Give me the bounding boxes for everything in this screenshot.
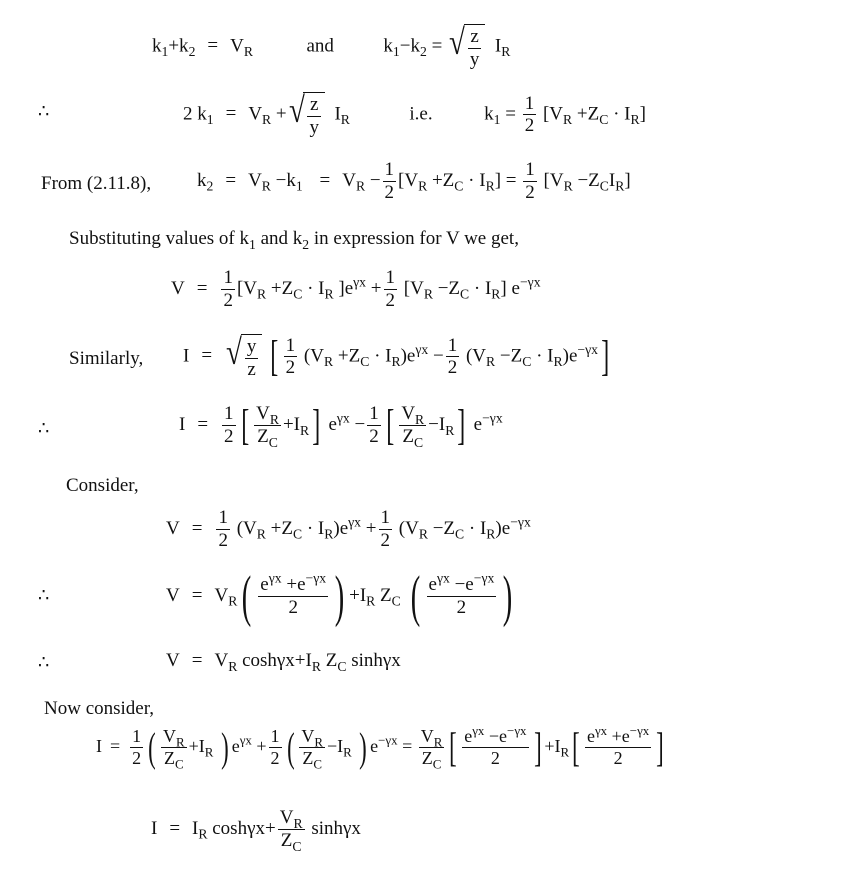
word-ie: i.e. (409, 103, 433, 125)
equation-11: $V = V_R$ $\cosh\gamma x+I_R$ $Z_C$ sinhγx (166, 650, 401, 674)
equation-1: $k_1+k_2 = V_R$ and $k_1-k_2$ = √ $\frac{z}{y}$ $I_R$ (152, 22, 511, 70)
equation-9: V = $\frac{1}{2}$ $(V_R +Z_C \cdot I_R)e^{\gamma x}$ + $\frac{1}{2}$ $(V_R -Z_C \cdot I_R)e^{-\gamma x}$ (166, 507, 531, 551)
equation-5: V = $\frac{1}{2}$ [$V_R +Z_C \cdot I_R$ ]$e^{\gamma x}$ + $\frac{1}{2}$ $[V_R -Z_C \cdot I_R]$ $e^{-\gamma x}$ (171, 267, 541, 311)
equation-7: I = $\frac{1}{2}$ [ $\frac{V_R}{Z_C}$ $+I_R$] $e^{\gamma x}$ − $\frac{1}{2}$ [ $\frac{V_R}{Z_C}$ $-I_R$] $e^{-\gamma x}$ (179, 401, 503, 451)
equation-10: $V = V_R$( $\frac{e^{\gamma x} +e^{-\gamma x}}{2}$ ) $+I_R$ $Z_C$ ( $\frac{e^{\gamma x} -e^{-\gamma x}}{2}$ ) (166, 565, 513, 628)
now-consider-label: Now consider, (44, 698, 155, 719)
sqrt-z-over-y: √ $\frac{z}{y}$ (447, 24, 485, 70)
therefore-symbol-2: ∴ (38, 418, 50, 439)
therefore-symbol-4: ∴ (38, 652, 50, 673)
consider-label: Consider, (66, 475, 139, 496)
from-reference: From (2.11.8), (41, 173, 152, 194)
equation-14: $I = I_R$ coshγx+ $\frac{V_R}{Z_C}$ sinhγx (151, 807, 361, 854)
equation-6: I = √ $\frac{y}{z}$ [ $\frac{1}{2}$ $(V_R +Z_C \cdot I_R)e^{\gamma x}$ − $\frac{1}{2}$ $(V_R -Z_C \cdot I_R)e^{-\gamma x}$] (183, 332, 610, 381)
equation-13: I = $\frac{1}{2}$ ( $\frac{V_R}{Z_C}$ $+I_R$ ) $e^{\gamma x}$ + $\frac{1}{2}$ ( $\frac{V_R}{Z_C}$ $-I_R$ ) $e^{-\gamma x}$ = $\frac{V_R}{Z_C}$ [ $\frac{e^{\gamma x} -e^{-\gamma x}}{2}$ ] $+I_R$[ $\frac{e^{\gamma x} +e^{-\gamma x}}{2}$ ] (96, 723, 664, 772)
substituting-text: Substituting values of $k_1$ and $k_2$ in expression for V we get, (69, 228, 519, 252)
equation-3: $k_2 = V_R -k_1 = V_R$ − $\frac{1}{2}$ $[V_R +Z_C \cdot I_R]$ = $\frac{1}{2}$ $[V_R -Z_CI_R]$ (197, 159, 631, 203)
equation-2: 2 $k_1 = V_R$ + √ $\frac{z}{y}$ $I_R$ i.e. $k_1$ = $\frac{1}{2}$ $[V_R +Z_C \cdot I_R]$ (183, 90, 646, 138)
therefore-symbol: ∴ (38, 101, 50, 122)
word-and: and (306, 35, 334, 57)
similarly-label: Similarly, (69, 348, 144, 369)
therefore-symbol-3: ∴ (38, 585, 50, 606)
